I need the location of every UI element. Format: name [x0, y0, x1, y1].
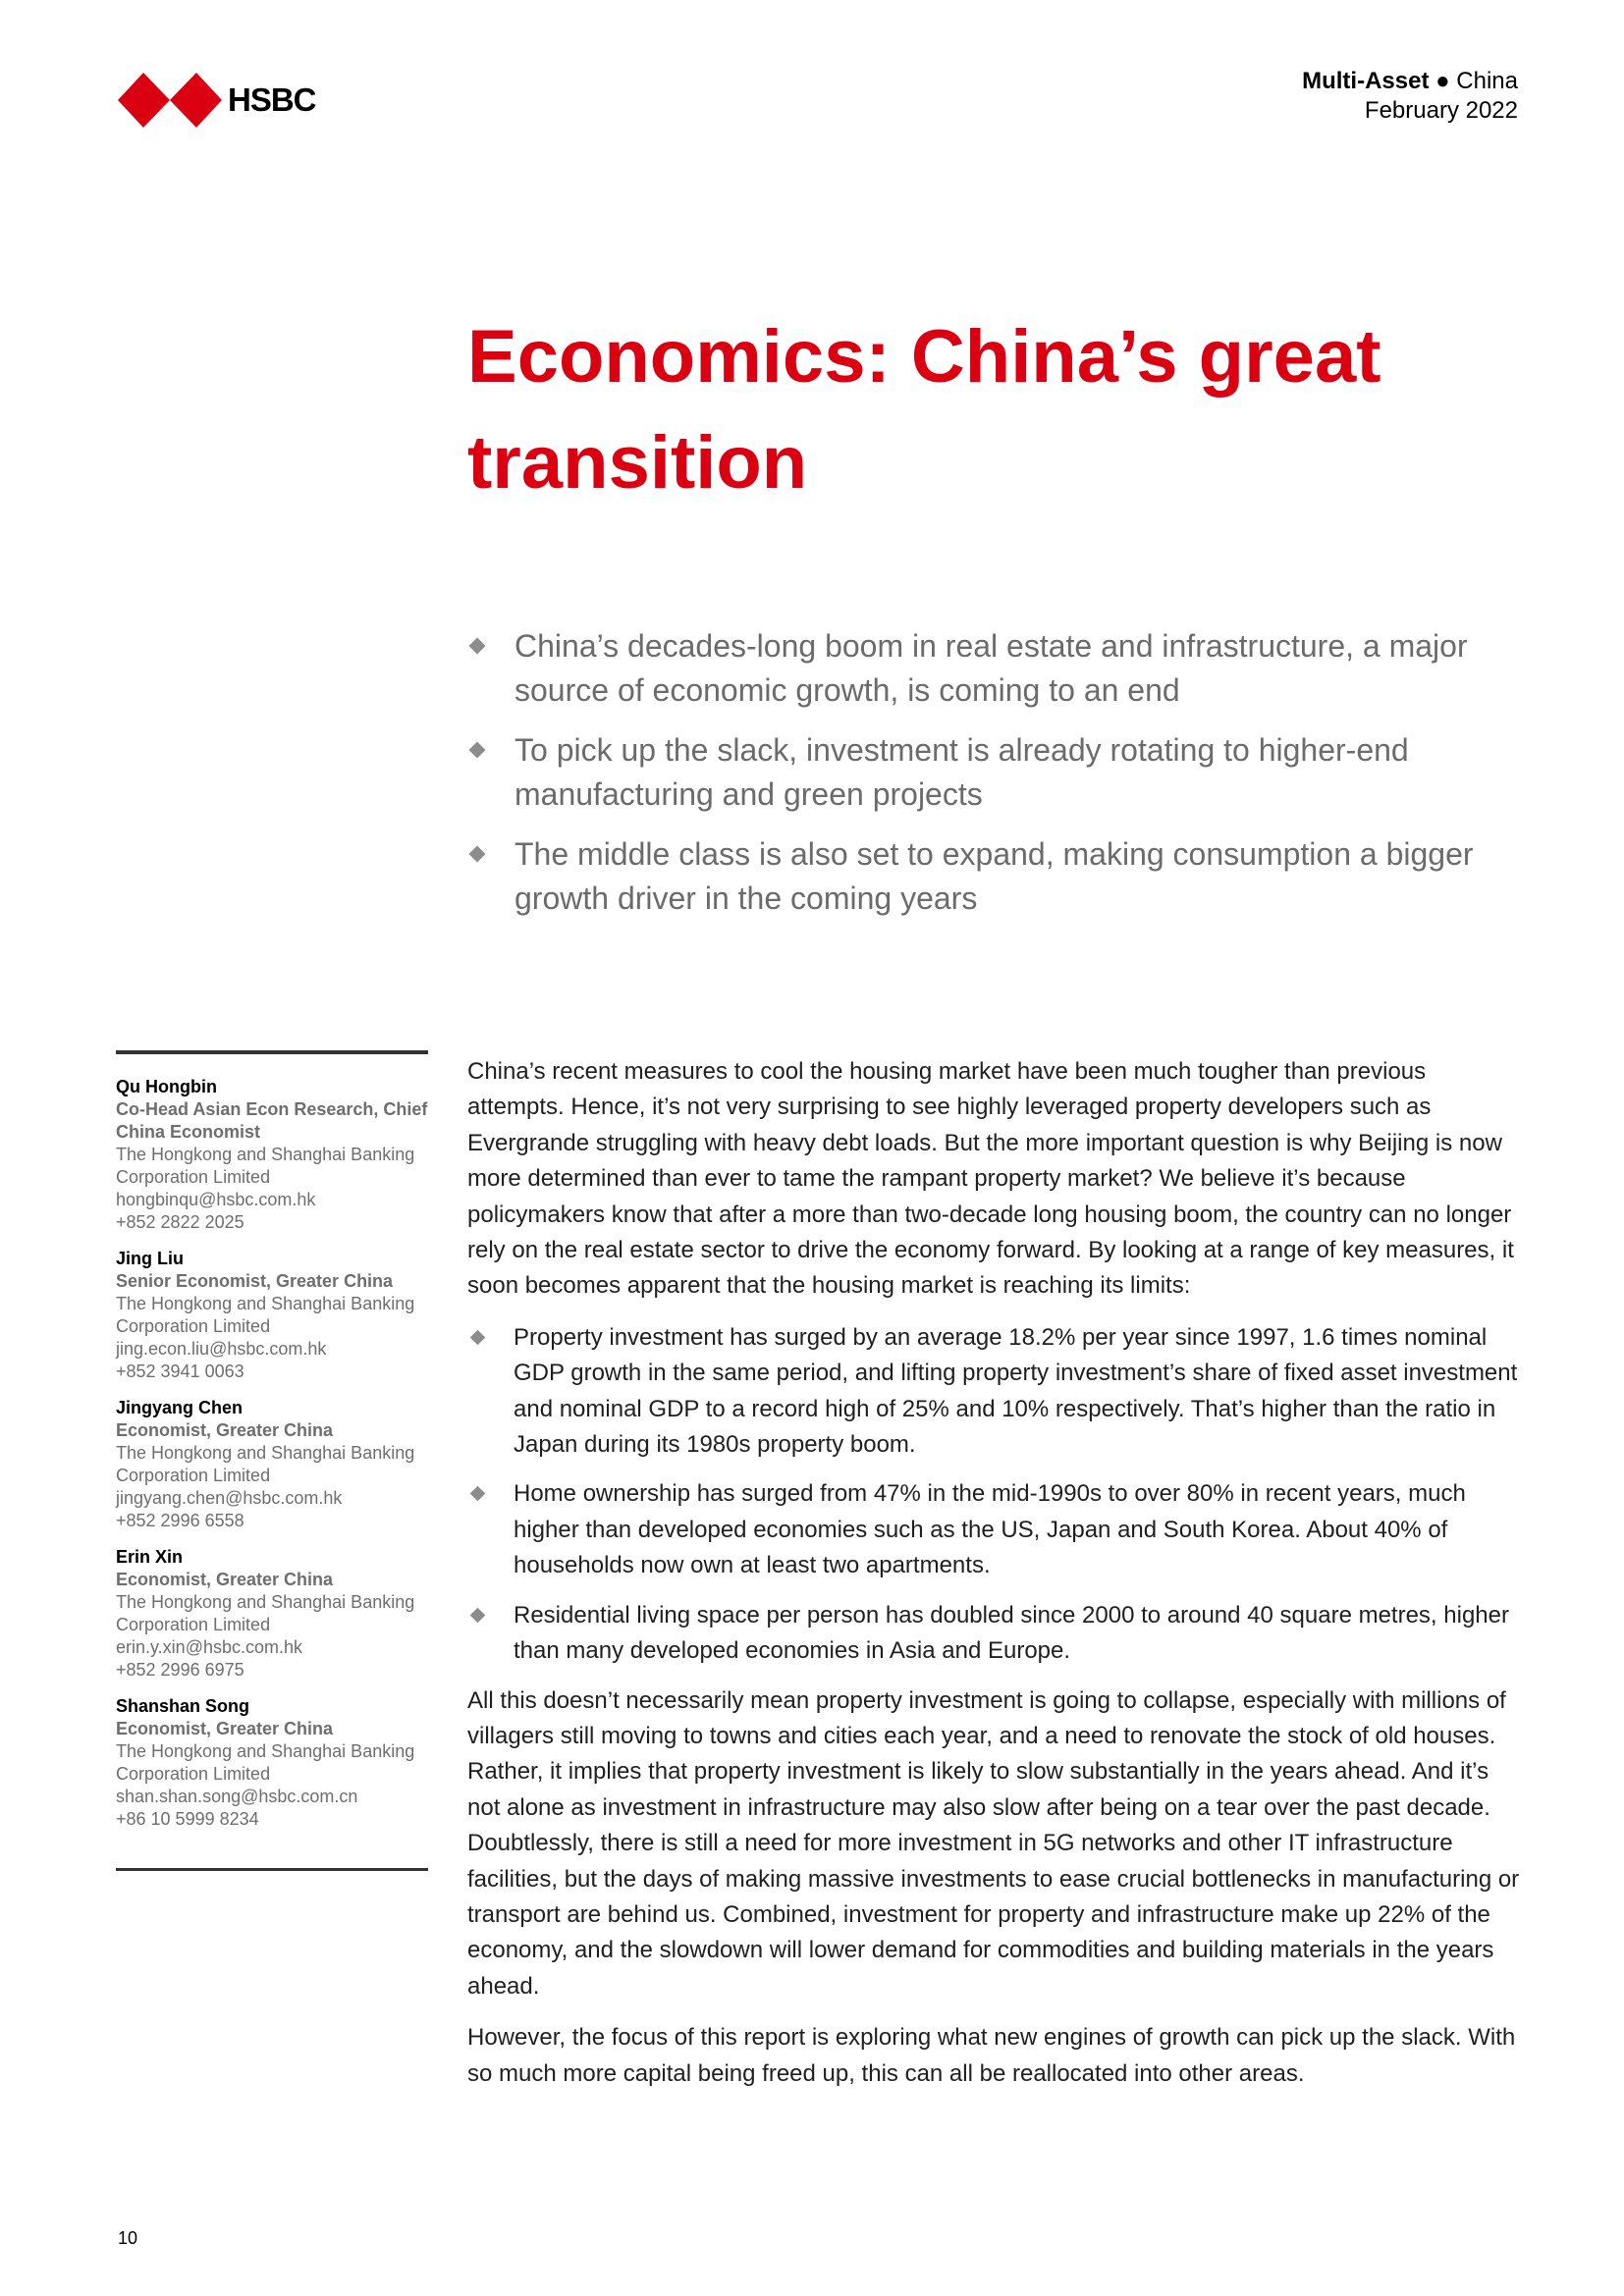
author-name: Jingyang Chen — [116, 1398, 244, 1417]
body-bullet — [467, 1598, 1520, 1670]
paragraph: All this doesn’t necessarily mean property investment is going to collapse, especially with millions of villagers still moving to towns and cities each year, and a need to renovate the stock of old houses. Rather, it implies that property investment is likely to slow substantially in the years ahead. And it’s not alone as investment in infrastructure may also slow after being on a tear over the past decade. Doubtlessly, there is still a need for more investment in 5G networks and other IT infrastructure facilities, but the days of making massive investments to ease crucial bottlenecks in manufacturing or transport are behind us. Combined, investment for property and infrastructure make up 22% of the economy, and the slowdown will lower demand for commodities and building materials in the years ahead. — [467, 1686, 1520, 2000]
summary-bullets — [467, 624, 1528, 936]
author-card — [116, 1695, 428, 1831]
authors-sidebar — [116, 1050, 428, 1871]
diamond-bullet-icon — [469, 638, 486, 655]
summary-item — [467, 624, 1528, 713]
author-name: Qu Hongbin — [116, 1077, 217, 1096]
author-role: Economist, Greater China — [116, 1719, 334, 1738]
author-email[interactable]: jingyang.chen@hsbc.com.hk — [116, 1488, 343, 1508]
author-role: Economist, Greater China — [116, 1420, 334, 1440]
summary-item — [467, 832, 1528, 921]
author-email[interactable]: jing.econ.liu@hsbc.com.hk — [116, 1339, 327, 1359]
author-name: Erin Xin — [116, 1547, 184, 1567]
author-phone: +852 2996 6558 — [116, 1511, 244, 1530]
page-number: 10 — [118, 2228, 138, 2248]
author-name: Jing Liu — [116, 1249, 184, 1268]
author-card — [116, 1546, 428, 1682]
region-label: China — [1456, 68, 1518, 94]
author-organization: The Hongkong and Shanghai Banking Corporation Limited — [116, 1592, 415, 1634]
bullet-text: Residential living space per person has doubled since 2000 to around 40 square metres, higher than many developed economies in Asia and Europe. — [514, 1601, 1509, 1665]
author-organization: The Hongkong and Shanghai Banking Corporation Limited — [116, 1741, 415, 1784]
body-text — [467, 1054, 1520, 2108]
author-organization: The Hongkong and Shanghai Banking Corporation Limited — [116, 1145, 415, 1187]
author-card — [116, 1076, 428, 1234]
bullet-text: Property investment has surged by an average 18.2% per year since 1997, 1.6 times nominal GDP growth in the same period, and lifting property investment’s share of fixed asset investment and nominal GDP to a record high of 25% and 10% respectively. That’s higher than the ratio in Japan during its 1980s property boom. — [514, 1323, 1518, 1459]
report-header — [1302, 67, 1518, 126]
summary-text: The middle class is also set to expand, making consumption a bigger growth driver in the coming years — [514, 836, 1474, 916]
author-email[interactable]: erin.y.xin@hsbc.com.hk — [116, 1637, 303, 1657]
bullet-separator: ● — [1435, 68, 1450, 94]
author-role: Co-Head Asian Econ Research, Chief China Economist — [116, 1099, 428, 1142]
author-email[interactable]: shan.shan.song@hsbc.com.cn — [116, 1787, 358, 1806]
summary-text: China’s decades-long boom in real estate and infrastructure, a major source of economic growth, is coming to an end — [514, 628, 1468, 708]
paragraph: China’s recent measures to cool the housing market have been much tougher than previous attempts. Hence, it’s not very surprising to see highly leveraged property developers such as Evergrande struggling with heavy debt loads. But the more important question is why Beijing is now more determined than ever to tame the rampant property market? We believe it’s because policymakers know that after a more than two-decade long housing boom, the country can no longer rely on the real estate sector to drive the economy forward. By looking at a range of key measures, it soon becomes apparent that the housing market is reaching its limits: — [467, 1058, 1514, 1300]
hsbc-hexagon-icon — [118, 73, 222, 128]
author-phone: +852 3941 0063 — [116, 1362, 244, 1381]
author-role: Senior Economist, Greater China — [116, 1271, 394, 1291]
author-organization: The Hongkong and Shanghai Banking Corporation Limited — [116, 1443, 415, 1485]
page-title: Economics: China’s great transition — [467, 315, 1381, 505]
diamond-bullet-icon — [469, 742, 486, 759]
diamond-bullet-icon — [469, 846, 486, 863]
author-phone: +852 2996 6975 — [116, 1660, 244, 1680]
author-card — [116, 1248, 428, 1383]
bullet-text: Home ownership has surged from 47% in the mid-1990s to over 80% in recent years, much higher than developed economies such as the US, Japan and South Korea. About 40% of households now own at least two apartments. — [514, 1480, 1466, 1579]
diamond-bullet-icon — [470, 1607, 486, 1623]
summary-text: To pick up the slack, investment is already rotating to higher-end manufacturing and green projects — [514, 732, 1409, 812]
body-bullet — [467, 1320, 1520, 1464]
hsbc-logo — [118, 73, 316, 128]
diamond-bullet-icon — [470, 1486, 486, 1502]
author-card — [116, 1397, 428, 1532]
summary-item — [467, 728, 1528, 817]
author-organization: The Hongkong and Shanghai Banking Corporation Limited — [116, 1294, 415, 1336]
author-name: Shanshan Song — [116, 1696, 250, 1716]
section-label: Multi-Asset — [1302, 68, 1430, 94]
body-bullet — [467, 1476, 1520, 1583]
brand-name: HSBC — [228, 81, 316, 118]
report-date: February 2022 — [1364, 97, 1518, 124]
author-phone: +86 10 5999 8234 — [116, 1809, 259, 1829]
author-role: Economist, Greater China — [116, 1570, 334, 1589]
author-phone: +852 2822 2025 — [116, 1212, 244, 1232]
paragraph: However, the focus of this report is exploring what new engines of growth can pick up the slack. With so much more capital being freed up, this can all be reallocated into other areas. — [467, 2024, 1516, 2087]
author-email[interactable]: hongbinqu@hsbc.com.hk — [116, 1190, 316, 1209]
diamond-bullet-icon — [470, 1330, 486, 1346]
